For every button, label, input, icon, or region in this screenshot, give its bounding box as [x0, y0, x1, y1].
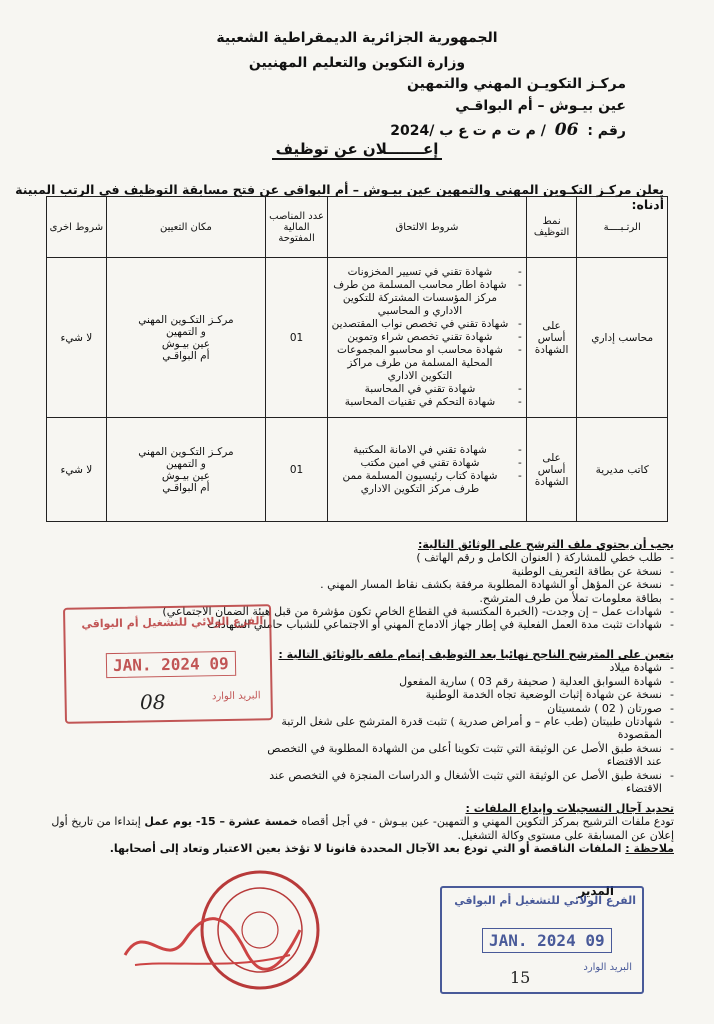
reference-number: 06 [554, 120, 579, 140]
date-stamp: 09 JAN. 2024 [482, 928, 612, 953]
documents-heading: يجب أن يحتوي ملف الترشح على الوثائق التالية: [417, 538, 674, 551]
list-item: - نسخة عن شهادة إثبات الوضعية تجاه الخدمة الوطنية [254, 688, 674, 701]
incoming-number-right: 15 [510, 968, 531, 987]
condition-item: - شهادة تقني في المحاسبة [330, 383, 524, 396]
col-mode: نمط التوظيف [526, 197, 577, 258]
col-other: شروط اخرى [47, 197, 107, 258]
list-item: - نسخة طبق الأصل عن الوثيقة التي تثبت الأشغال و الدراسات المنجزة في التخصص عند الاقتضاء [254, 769, 674, 796]
col-place: مكان التعيين [106, 197, 265, 258]
deadline-text: تودع ملفات الترشيح بمركز التكوين المهني و التمهين- عين بيـوش - في أجل أقصاه خمسة عشرة – 15- يوم عمل إبتداءا من تاريخ أول إعلان عن المسابقة على مستوى وكالة التشغيل. [51, 815, 674, 842]
deadline-section [34, 802, 674, 856]
note-text: الملفات الناقصة أو التي تودع بعد الآجال المحددة قانونا لا تؤخذ بعين الاعتبار وتعاد إلى أصحابها. [109, 842, 626, 856]
col-conditions: شروط الالتحاق [328, 197, 527, 258]
center-location: عين بيـوش – أم البواقـي [455, 98, 626, 114]
reference-line [390, 120, 626, 140]
row-conditions [328, 258, 527, 418]
list-item: - شهادات عمل – إن وجدت- (الخبرة المكتسبة في القطاع الخاص تكون مؤشرة من قبل هيئة الضمان الاجتماعي) [114, 605, 674, 618]
condition-item: - شهادة تقني في امين مكتب [330, 457, 524, 470]
row-positions: 01 [266, 258, 328, 418]
final-documents [254, 648, 674, 795]
row-place: مركـز التكـوين المهني و التمهين عين بيـوش أم البواقـي [106, 258, 265, 418]
condition-item: - شهادة تقني في الامانة المكتبية [330, 444, 524, 457]
center-name: مركـز التكويـن المهني والتمهين [407, 76, 626, 92]
list-item: - شهادتان طبيتان (طب عام – و أمراض صدرية ) تثبت قدرة المترشح على شغل الرتبة المقصودة [254, 715, 674, 742]
list-item: - نسخة طبق الأصل عن الوثيقة التي تثبت تكوينا أعلى من الشهادة المطلوبة في التخصص عند الاقتضاء [254, 742, 674, 769]
row-positions: 01 [266, 418, 328, 522]
final-docs-heading: يتعين على المترشح الناجح نهائيا بعد التوظيف إتمام ملفه بالوثائق التالية : [278, 648, 674, 661]
table-row [47, 418, 668, 522]
incoming-mail-stamp-right: الفرع الولائي للتشغيل أم البواقي 09 JAN. 2024 البريد الوارد [440, 886, 644, 994]
row-other: لا شيء [47, 258, 107, 418]
list-item: - شهادة السوابق العدلية ( صحيفة رقم 03 ) سارية المفعول [254, 675, 674, 688]
note-label: ملاحظة : [625, 842, 674, 856]
list-item: - نسخة عن بطاقة التعريف الوطنية [114, 565, 674, 578]
recruitment-table [46, 196, 668, 522]
condition-item: - شهادة تقني في تسيير المخزونات [330, 266, 524, 279]
condition-item: - شهادة محاسب او محاسبو المجموعات المحلية المسلمة من طرف مراكز التكوين الاداري [330, 344, 524, 383]
condition-item: - شهادة كتاب رئيسيون المسلمة ممن طرف مركز التكوين الاداري [330, 470, 524, 496]
row-place: مركـز التكـوين المهني و التمهين عين بيـوش أم البواقـي [106, 418, 265, 522]
row-conditions [328, 418, 527, 522]
col-rank: الرتـبــــة [577, 197, 668, 258]
deadline-heading: تحديد آجال التسجيلات وإيداع الملفات : [465, 802, 674, 815]
condition-item: - شهادة تقني في تخصص نواب المقتصدين [330, 318, 524, 331]
list-item: - بطاقة معلومات تملأ من طرف المترشح. [114, 592, 674, 605]
republic-header: الجمهورية الجزائرية الديمقراطية الشعبية [216, 30, 498, 46]
condition-item: - شهادة التحكم في تقنيات المحاسبة [330, 396, 524, 409]
table-header-row [47, 197, 668, 258]
condition-item: - شهادة اطار محاسب المسلمة من طرف مركز المؤسسات المشتركة للتكوين الاداري و المحاسبي [330, 279, 524, 318]
date-stamp: 09 JAN. 2024 [106, 651, 236, 678]
table-row [47, 258, 668, 418]
row-rank: محاسب إداري [577, 258, 668, 418]
signature-scribble [115, 900, 305, 980]
reference-label: رقم : [587, 123, 626, 139]
incoming-mail-stamp-left: الفرع الولائي للتشغيل أم البواقي 09 JAN. 2024 البريد الوارد [63, 604, 273, 724]
reference-suffix: / م ت م ت ع ب /2024 [390, 123, 546, 139]
row-mode: على أساس الشهادة [526, 418, 577, 522]
row-other: لا شيء [47, 418, 107, 522]
director-title: المدير [578, 884, 614, 898]
incoming-number-left: 08 [140, 690, 166, 714]
note [34, 842, 674, 855]
list-item: - شهادات تثبت مدة العمل الفعلية في إطار جهاز الادماج المهني أو الاجتماعي للشباب حاملي الشهادات [114, 618, 674, 631]
row-rank: كاتب مديرية [577, 418, 668, 522]
announcement-intro: يعلن مركـز التكـوين المهني والتمهين عين بيـوش – أم البواقي عن فتح مسابقة التوظيف في الرتب المبينة أدناه: [15, 182, 664, 212]
list-item: - صورتان ( 02 ) شمسيتان [254, 702, 674, 715]
condition-item: - شهادة تقني تخصص شراء وتموين [330, 331, 524, 344]
col-positions: عدد المناصب المالية المفتوحة [266, 197, 328, 258]
ministry-header: وزارة التكوين والتعليم المهنيين [248, 55, 466, 71]
announcement-title: إعـــــــلان عن توظيف [0, 140, 714, 158]
list-item: - نسخة عن المؤهل أو الشهادة المطلوبة مرفقة بكشف نقاط المسار المهني . [114, 578, 674, 591]
list-item: - شهادة ميلاد [254, 661, 674, 674]
row-mode: على أساس الشهادة [526, 258, 577, 418]
list-item: - طلب خطي للمشاركة ( العنوان الكامل و رقم الهاتف ) [114, 551, 674, 564]
